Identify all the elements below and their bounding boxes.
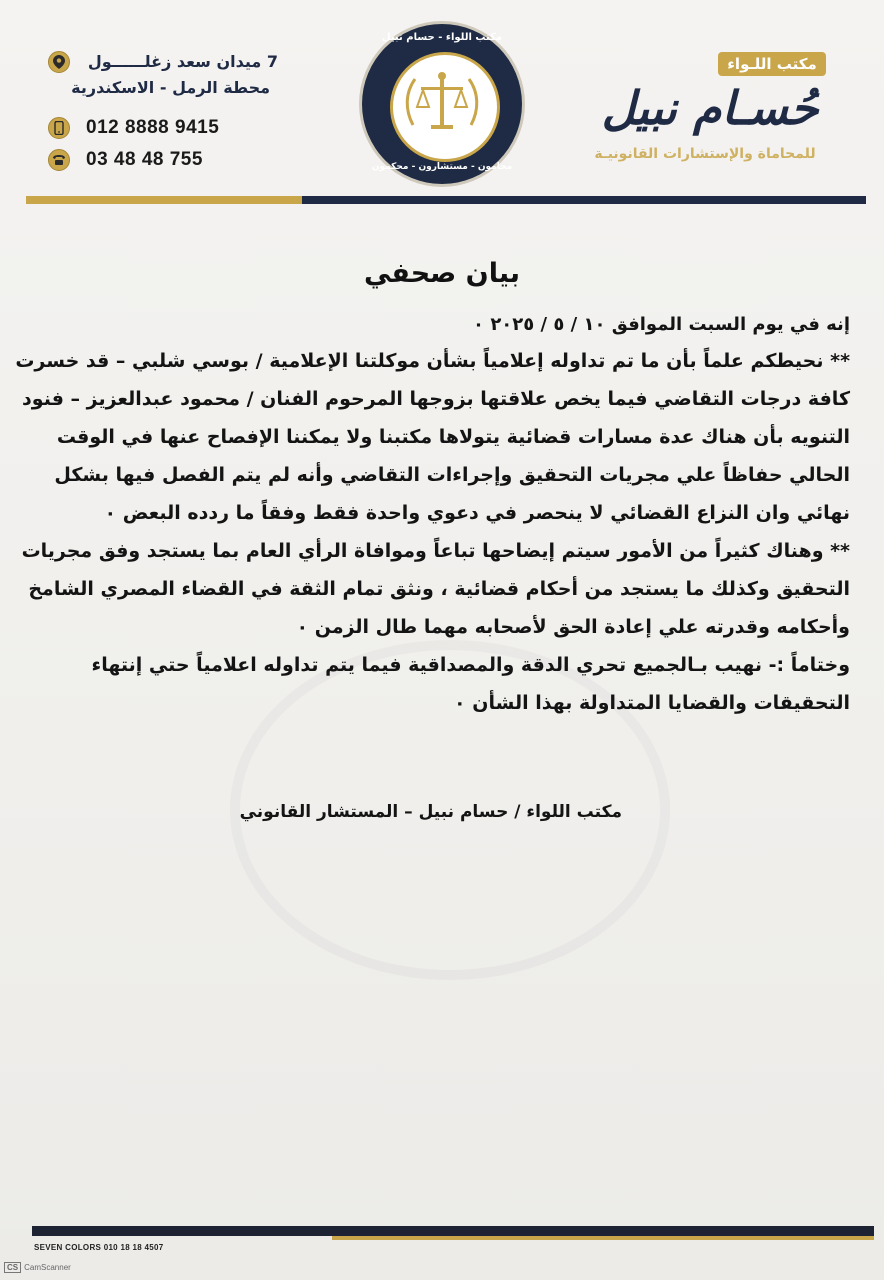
scanner-text: CamScanner <box>24 1263 71 1272</box>
header-divider-navy <box>302 196 866 204</box>
mobile-row <box>48 116 278 140</box>
office-seal-logo <box>362 24 522 184</box>
telephone-icon <box>48 149 70 171</box>
brand-tag: مكتب اللـواء <box>718 52 826 76</box>
mobile-number: 012 8888 9415 <box>86 117 220 138</box>
header-divider <box>26 196 866 204</box>
phone-block <box>48 116 278 172</box>
date-line: إنه في يوم السبت الموافق ١٠ / ٥ / ٢٠٢٥ ٠ <box>473 314 850 335</box>
seal-top-text: مكتب اللواء - حسام نبيل <box>381 32 503 43</box>
scanner-watermark <box>4 1262 71 1273</box>
footer-divider-navy <box>32 1226 874 1236</box>
document-title: بيان صحفي <box>363 258 521 289</box>
scales-of-justice-icon <box>393 55 491 153</box>
seal-center <box>390 52 500 162</box>
footer-divider <box>32 1226 874 1240</box>
location-pin-icon <box>48 51 70 73</box>
body-line: ** نحيطكم علماً بأن ما تم تداوله إعلامياً بشأن موكلتنا الإعلامية / بوسي شلبي – قد خسرت <box>15 350 850 372</box>
address-line-2: محطة الرمل - الاسكندرية <box>71 78 270 97</box>
footer-divider-gold <box>332 1236 874 1240</box>
body-line: التحقيق وكذلك ما يستجد من أحكام قضائية ، ونثق تمام الثقة في القضاء المصري الشامخ <box>28 578 850 600</box>
printer-credit: SEVEN COLORS 010 18 18 4507 <box>34 1243 164 1252</box>
landline-number: 03 48 48 755 <box>86 149 203 170</box>
document-body <box>15 308 850 722</box>
body-line: كافة درجات التقاضي فيما يخص علاقتها بزوجها المرحوم الفنان / محمود عبدالعزيز – فنود <box>22 388 850 410</box>
brand-name: حُسـام نبيل <box>601 81 819 135</box>
header-divider-gold <box>26 196 302 204</box>
address-row <box>48 50 278 74</box>
body-line: الحالي حفاظاً علي مجريات التحقيق وإجراءات التقاضي وأنه لم يتم الفصل فيها بشكل <box>54 464 850 486</box>
contact-block <box>48 50 278 74</box>
landline-row <box>48 148 278 172</box>
signature-line: مكتب اللواء / حسام نبيل – المستشار القانوني <box>239 802 622 822</box>
body-line: نهائي وان النزاع القضائي لا ينحصر في دعوي واحدة فقط وفقاً ما ردده البعض ٠ <box>104 502 850 524</box>
body-line: التحقيقات والقضايا المتداولة بهذا الشأن ٠ <box>454 692 850 714</box>
body-line: التنويه بأن هناك عدة مسارات قضائية يتولاها مكتبنا ولا يمكننا الإفصاح عنها في الوقت <box>56 426 850 448</box>
brand-subtitle: للمحاماة والإستشارات القانونيـة <box>594 146 816 162</box>
body-line: ** وهناك كثيراً من الأمور سيتم إيضاحها تباعاً وموافاة الرأي العام بما يستجد وفق مجريات <box>21 540 850 562</box>
mobile-phone-icon <box>48 117 70 139</box>
body-line: وختاماً :- نهيب بـالجميع تحري الدقة والمصداقية فيما يتم تداوله اعلامياً حتي إنتهاء <box>91 654 850 676</box>
seal-bottom-text: محامون - مستشارون - محكمون <box>371 162 513 172</box>
scanner-badge: CS <box>4 1262 21 1273</box>
address-line-1: 7 ميدان سعد زغلــــــول <box>87 52 278 71</box>
body-line: وأحكامه وقدرته علي إعادة الحق لأصحابه مهما طال الزمن ٠ <box>296 616 850 638</box>
